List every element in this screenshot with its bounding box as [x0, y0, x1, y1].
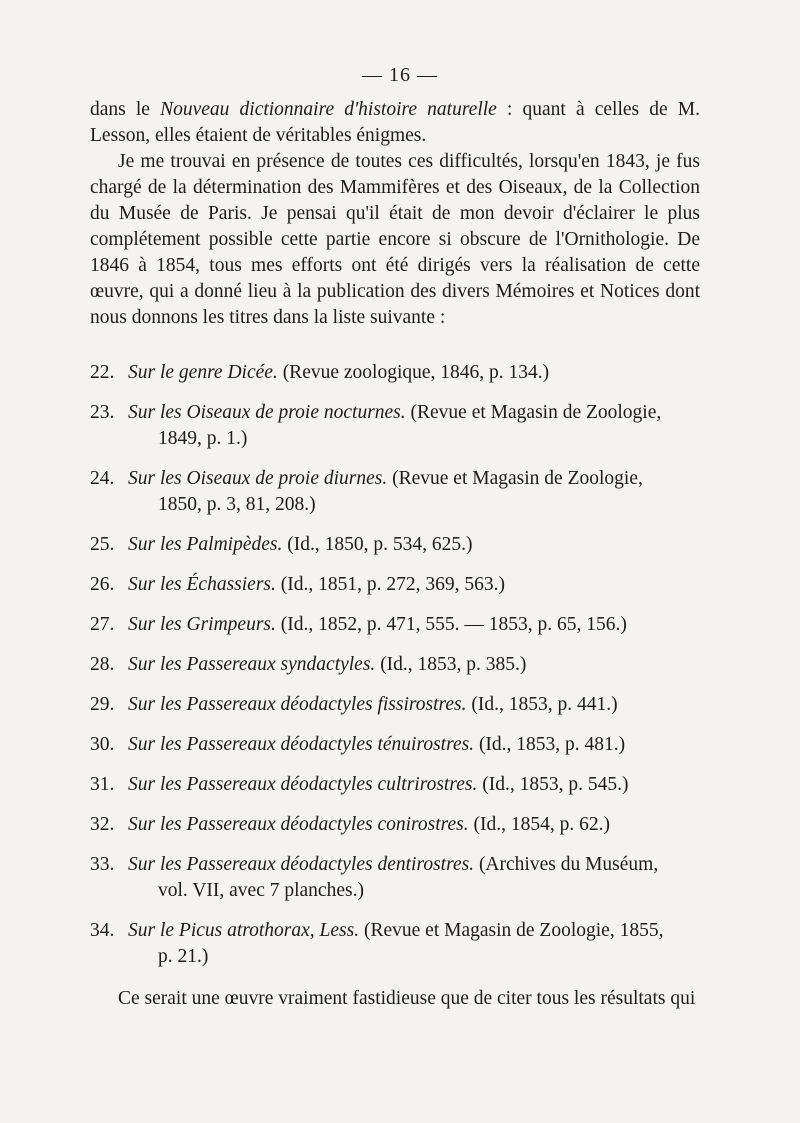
entry-title: Sur les Échassiers. — [128, 574, 276, 595]
page-number: — 16 — — [362, 64, 438, 86]
list-item — [90, 852, 700, 904]
intro-paragraph-2: Je me trouvai en présence de toutes ces difficultés, lorsqu'en 1843, je fus chargé de la détermination des Mammifères et des Oiseaux, de la Collection du Musée de Paris. Je pensai qu'il était de mon devoir d'éclairer le plus complétement possible cette partie encore si obscure de l'Ornithologie. De 1846 à 1854, tous mes efforts ont été dirigés vers la réalisation de cette œuvre, qui a donné lieu à la publication des divers Mémoires et Notices dont nous donnons les titres dans la liste suivante : — [90, 151, 700, 328]
list-item — [90, 612, 700, 638]
entry-title: Sur les Oiseaux de proie nocturnes. — [128, 402, 406, 423]
intro-paragraphs — [90, 97, 700, 331]
list-item — [90, 360, 700, 386]
entry-reference: (Id., 1851, p. 272, 369, 563.) — [275, 574, 505, 595]
entry-reference: (Revue et Magasin de Zoologie, — [387, 468, 643, 489]
entry-continuation: 1850, p. 3, 81, 208.) — [158, 494, 316, 515]
closing-text: Ce serait une œuvre vraiment fastidieuse que de citer tous les résultats qui — [118, 988, 696, 1009]
entry-title: Sur les Grimpeurs. — [128, 614, 276, 635]
entry-continuation: vol. VII, avec 7 planches.) — [158, 880, 364, 901]
entry-title: Sur les Palmipèdes. — [128, 534, 283, 555]
entry-number: 24. — [90, 468, 115, 489]
entry-number: 34. — [90, 920, 115, 941]
intro-p1-suffix: : quant à celles de M. Lesson, elles étaient de véritables énigmes. — [90, 99, 701, 146]
entry-number: 26. — [90, 574, 115, 595]
list-item — [90, 732, 700, 758]
entry-number: 27. — [90, 614, 115, 635]
entry-title: Sur les Oiseaux de proie diurnes. — [128, 468, 388, 489]
entry-number: 31. — [90, 774, 115, 795]
intro-paragraph-1 — [90, 97, 700, 149]
list-item — [90, 812, 700, 838]
entry-continuation: p. 21.) — [158, 946, 209, 967]
entry-number: 33. — [90, 854, 115, 875]
entry-number: 25. — [90, 534, 115, 555]
entry-reference: (Id., 1852, p. 471, 555. — 1853, p. 65, 156.) — [275, 614, 627, 635]
entry-reference: (Id., 1853, p. 385.) — [375, 654, 527, 675]
entry-reference: (Archives du Muséum, — [474, 854, 659, 875]
entry-reference: (Id., 1853, p. 481.) — [474, 734, 626, 755]
entry-reference: (Id., 1850, p. 534, 625.) — [282, 534, 473, 555]
entry-reference: (Id., 1854, p. 62.) — [468, 814, 610, 835]
entry-number: 30. — [90, 734, 115, 755]
entry-title: Sur les Passereaux déodactyles cultrirostres. — [128, 774, 478, 795]
entry-title: Sur les Passereaux déodactyles fissirostres. — [128, 694, 467, 715]
entry-reference: (Revue et Magasin de Zoologie, 1855, — [359, 920, 664, 941]
list-item — [90, 572, 700, 598]
entry-title: Sur les Passereaux syndactyles. — [128, 654, 376, 675]
list-item — [90, 400, 700, 452]
entry-reference: (Id., 1853, p. 441.) — [466, 694, 618, 715]
entry-number: 32. — [90, 814, 115, 835]
entry-number: 29. — [90, 694, 115, 715]
entry-title: Sur les Passereaux déodactyles ténuirostres. — [128, 734, 475, 755]
entry-title: Sur les Passereaux déodactyles conirostres. — [128, 814, 469, 835]
entry-reference: (Id., 1853, p. 545.) — [477, 774, 629, 795]
entry-number: 22. — [90, 362, 115, 383]
intro-p1-prefix: dans le — [90, 99, 161, 120]
entry-reference: (Revue zoologique, 1846, p. 134.) — [277, 362, 550, 383]
entry-title: Sur le genre Dicée. — [128, 362, 278, 383]
entry-reference: (Revue et Magasin de Zoologie, — [405, 402, 662, 423]
list-item — [90, 652, 700, 678]
entry-title: Sur le Picus atrothorax, Less. — [128, 920, 360, 941]
entry-number: 28. — [90, 654, 115, 675]
entry-continuation: 1849, p. 1.) — [158, 428, 248, 449]
list-item — [90, 772, 700, 798]
list-item — [90, 692, 700, 718]
intro-p1-italic: Nouveau dictionnaire d'histoire naturelle — [160, 99, 497, 120]
publication-list — [90, 360, 700, 984]
list-item — [90, 918, 700, 970]
closing-paragraph — [90, 986, 700, 1012]
list-item — [90, 466, 700, 518]
entry-title: Sur les Passereaux déodactyles dentirostres. — [128, 854, 475, 875]
list-item — [90, 532, 700, 558]
entry-number: 23. — [90, 402, 115, 423]
